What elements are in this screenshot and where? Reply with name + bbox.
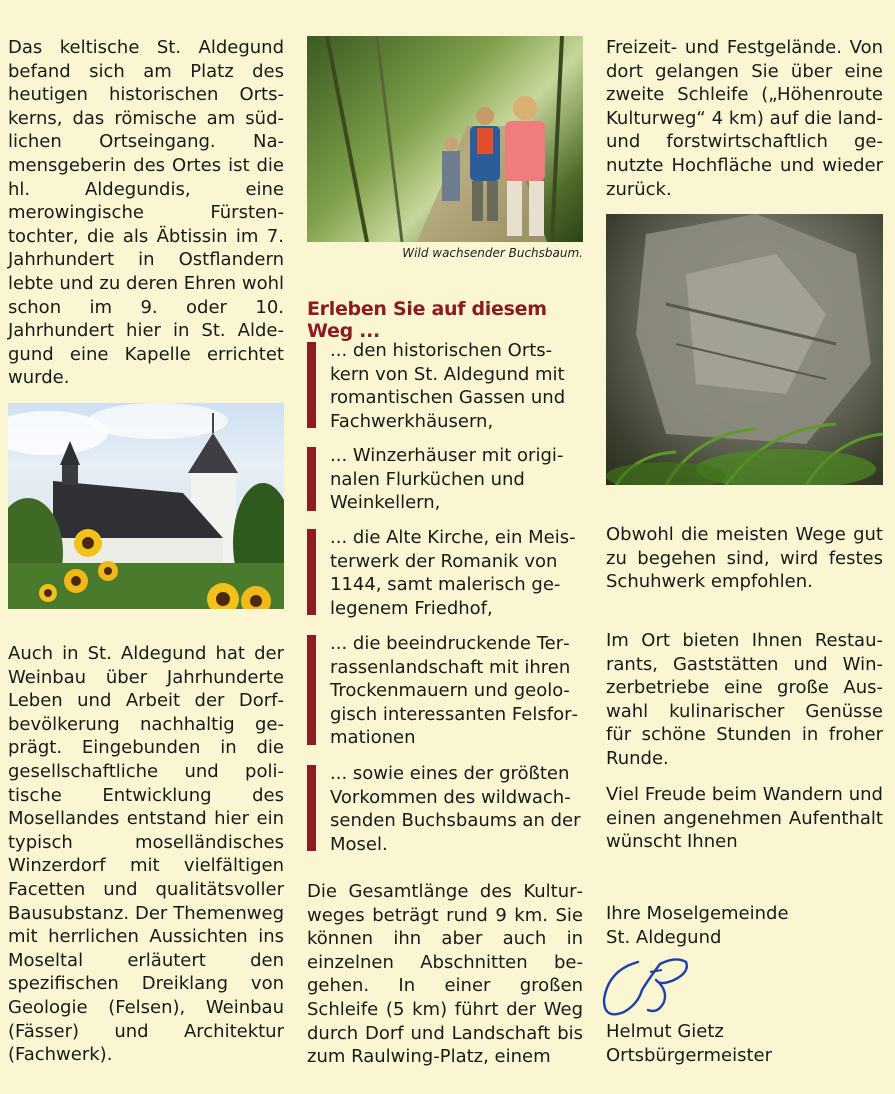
bullet-bar (307, 765, 316, 851)
hikers-illustration (307, 36, 583, 242)
section-heading: Erleben Sie auf diesem Weg ... (307, 298, 547, 342)
list-item (307, 339, 583, 433)
rock-photo (606, 214, 883, 485)
bullet-text: ... sowie eines der größten Vorkommen des wildwachsenden Buchsbaums an der Mosel. (330, 763, 581, 855)
list-item (307, 762, 583, 856)
list-item (307, 526, 583, 620)
weinbau-paragraph: Auch in St. Aldegund hat der Weinbau über Jahrhunderte Leben und Arbeit der Dorfbevölkerung nachhaltig geprägt. Eingebunden in die gesellschaftliche und politische Entwicklung des Mosellandes entstand hier ein typisch moselländisches Winzerdorf mit vielfältigen Facetten und qualitätsvoller Bausubstanz. Der Themenweg mit herrlichen Aussichten ins Moseltal erläutert den spezifischen Dreiklang von Geologie (Felsen), Weinbau (Fässer) und Architektur (Fachwerk). (8, 643, 284, 1066)
bullet-text: ... die Alte Kirche, ein Meisterwerk der Romanik von 1144, samt malerisch gelegenem Friedhof, (330, 527, 576, 619)
bullet-bar (307, 447, 316, 511)
bullet-bar (307, 635, 316, 745)
bullet-text: ... die beeindruckende Terrassenlandschaft mit ihren Trockenmauern und geologisch interessanten Felsformationen (330, 633, 578, 749)
church-illustration (8, 403, 284, 609)
length-paragraph: Die Gesamtlänge des Kulturweges beträgt rund 9 km. Sie können ihn aber auch in einzelnen Abschnitten begehen. In einer großen Schleife (5 km) führt der Weg durch Dorf und Landschaft bis zum Raulwing-Platz, einem (307, 881, 583, 1068)
bullet-bar (307, 529, 316, 615)
list-item (307, 444, 583, 515)
food-paragraph: Im Ort bieten Ihnen Restaurants, Gaststätten und Winzerbetriebe eine große Auswahl kulinarischer Genüsse für schöne Stunden in froher Runde. (606, 630, 883, 769)
list-item (307, 632, 583, 750)
continuation-paragraph: Freizeit- und Festgelände. Von dort gelangen Sie über eine zweite Schleife („Höhenroute Kulturweg“ 4 km) auf die land- und forstwirtschaftlich genutzte Hochfläche und wieder zurück. (606, 37, 883, 200)
hikers-photo (307, 36, 583, 242)
sender-line: Ihre Moselgemeinde (606, 903, 789, 924)
intro-paragraph: Das keltische St. Aldegund befand sich am Platz des heutigen historischen Ortskerns, das römische am südlichen Ortseingang. Namensgeberin des Ortes ist die hl. Aldegundis, eine merowingische Fürstentochter, die als Äbtissin im 7. Jahrhundert in Ostflandern lebte und zu deren Ehren wohl schon im 9. oder 10. Jahrhundert hier in St. Aldegund eine Kapelle errichtet wurde. (8, 37, 284, 389)
sender-place: St. Aldegund (606, 926, 722, 948)
bullet-bar (307, 342, 316, 428)
bullet-text: ... den historischen Ortskern von St. Aldegund mit romantischen Gassen und Fachwerkhäusern, (330, 340, 566, 432)
bullet-text: ... Winzerhäuser mit originalen Flurküchen und Weinkellern, (330, 445, 564, 514)
signer-role: Ortsbürgermeister (606, 1044, 773, 1066)
rock-illustration (606, 214, 883, 485)
shoes-paragraph: Obwohl die meisten Wege gut zu begehen sind, wird festes Schuhwerk empfohlen. (606, 524, 883, 593)
church-photo (8, 403, 284, 609)
signer-name: Helmut Gietz (606, 1021, 724, 1042)
photo-caption: Wild wachsender Buchsbaum. (402, 246, 583, 260)
signature (598, 950, 698, 1022)
wish-paragraph: Viel Freude beim Wandern und einen angenehmen Aufenthalt wünscht Ihnen (606, 784, 883, 853)
